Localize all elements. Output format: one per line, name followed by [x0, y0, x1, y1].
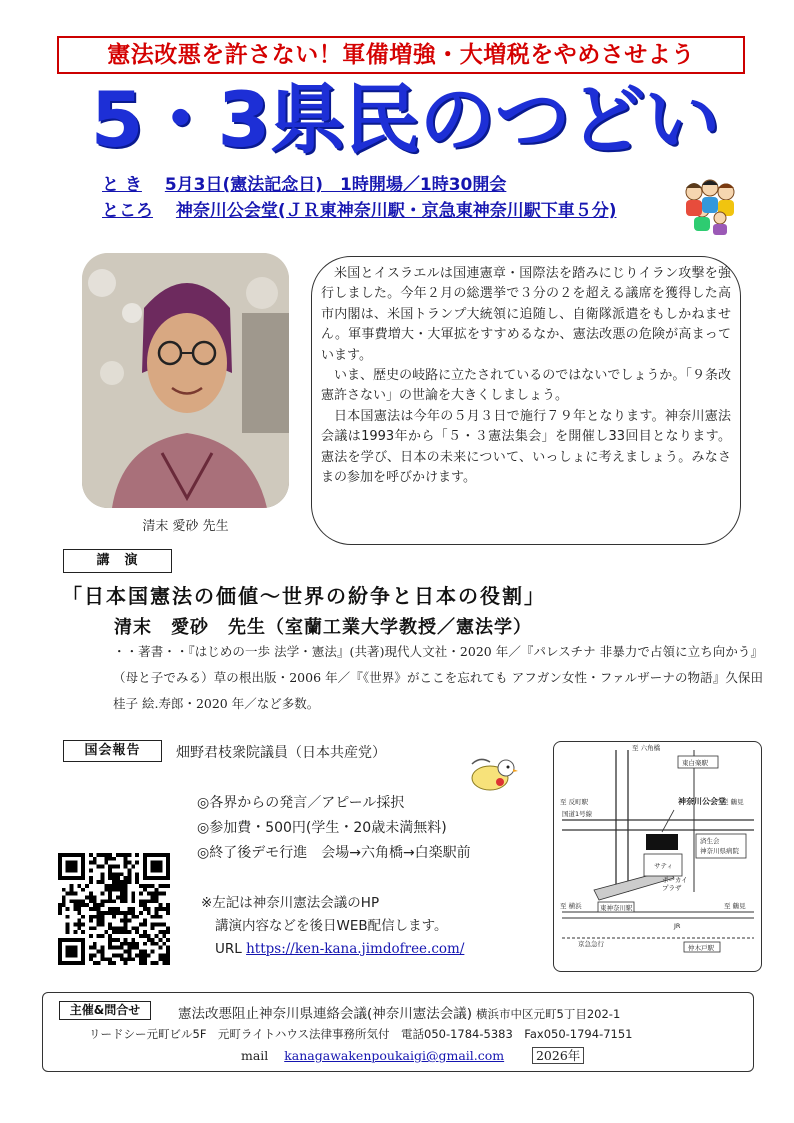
contact-org-line: [178, 1002, 620, 1022]
date-label: と き: [102, 175, 142, 195]
year-badge: 2026年: [532, 1047, 584, 1064]
venue-map: [553, 741, 762, 972]
map-drawing: [554, 742, 761, 971]
report-label: 国会報告: [63, 740, 162, 762]
event-title: 5・3県民のつどい: [90, 75, 720, 164]
organizer-name: 憲法改悪阻止神奈川県連絡会議(神奈川憲法会議): [178, 1006, 473, 1022]
date-value: 5月3日(憲法記念日) 1時開場／1時30開会: [164, 175, 507, 195]
website-note: [201, 892, 464, 961]
organizer-address: 横浜市中区元町5丁目202-1: [476, 1007, 621, 1021]
message-paragraph-2: いま、歴史の岐路に立たされているのではないでしょうか。「９条改憲許さない」の世論を大きくしましょう。: [321, 368, 731, 404]
program-item: ◎各界からの発言／アピール採択: [197, 795, 405, 811]
event-program: [197, 791, 471, 866]
email-link[interactable]: kanagawakenpoukaigi@gmail.com: [284, 1048, 505, 1063]
report-speaker: 畑野君枝衆院議員（日本共産党）: [176, 745, 386, 761]
program-item: ◎参加費・500円(学生・20歳未満無料): [197, 820, 447, 836]
contact-footer: [42, 992, 754, 1072]
map-label: プラザ: [662, 884, 682, 892]
url-label: URL: [215, 941, 242, 957]
map-label: 至 六角橋: [632, 744, 661, 752]
note-line-1: ※左記は神奈川憲法会議のHP: [201, 895, 380, 911]
contact-label: 主催&問合せ: [59, 1001, 151, 1020]
message-text: [321, 264, 731, 488]
map-label: 神奈川公会堂: [678, 797, 726, 806]
map-label: 至 反町駅: [560, 798, 589, 806]
map-label: ポーカイ: [662, 876, 688, 884]
map-label: 神奈川県病院: [700, 847, 739, 855]
slogan-banner: 憲法改悪を許さない！軍備増強・大増税をやめさせよう: [57, 36, 745, 74]
lecture-title: 「日本国憲法の価値～世界の紛争と日本の役割」: [62, 584, 546, 608]
map-label: 至 鶴見: [724, 902, 746, 910]
map-label: 国道1号線: [562, 810, 593, 818]
email-line: [241, 1046, 584, 1064]
message-paragraph-3: 日本国憲法は今年の５月３日で施行７９年となります。神奈川憲法会議は1993年から「５・３憲法集会」を開催し33回目となります。憲法を学び、日本の未来について、いっしょに考えましょう。みなさまの参加を呼びかけます。: [321, 408, 731, 486]
map-label: 京急急行: [578, 940, 604, 948]
lecturer-works: ・・著書・・『はじめの一歩 法学・憲法』(共著)現代人文社・2020 年／『パレスチナ 非暴力で占領に立ち向かう』（母と子でみる）草の根出版・2006 年／『《世界》がここを忘れても アフガン女性・ファルザーナの物語』久保田桂子 絵.寿郎・2020 年／など多数。: [113, 644, 763, 711]
venue-value: 神奈川公会堂(ＪＲ東神奈川駅・京急東神奈川駅下車５分): [175, 201, 617, 221]
mascot-illustration: [466, 754, 518, 794]
qr-code[interactable]: [58, 851, 170, 967]
mail-label: mail: [241, 1048, 269, 1063]
children-illustration: [680, 176, 740, 238]
map-label: JR: [674, 922, 681, 930]
map-label: 至 横浜: [560, 902, 582, 910]
lecturer-name: 清末 愛砂 先生（室蘭工業大学教授／憲法学）: [114, 617, 532, 638]
map-label: 済生会: [700, 837, 720, 845]
event-date: [102, 170, 506, 195]
map-label: サティ: [654, 862, 673, 870]
portrait-image: [82, 253, 289, 508]
message-paragraph-1: 米国とイスラエルは国連憲章・国際法を踏みにじりイラン攻撃を強行しました。今年２月の総選挙で３分の２を超える議席を獲得した高市内閣は、米国トランプ大統領に追随し、自衛隊派遣をもしかねません。軍事費増大・大軍拡をすすめるなか、憲法改悪の危険が高まっています。: [321, 266, 731, 363]
map-label: 至 鶴見: [722, 798, 744, 806]
map-label: 東白楽駅: [682, 759, 708, 767]
lecture-label: 講 演: [63, 549, 172, 573]
organizer-contact: リードシー元町ビル5F 元町ライトハウス法律事務所気付 電話050-1784-5383 Fax050-1794-7151: [89, 1027, 633, 1041]
website-link[interactable]: https://ken-kana.jimdofree.com/: [246, 941, 465, 957]
lecturer-photo: [82, 253, 289, 508]
event-venue: [102, 196, 616, 221]
note-line-2: 講演内容などを後日WEB配信します。: [215, 918, 448, 934]
program-item: ◎終了後デモ行進 会場→六角橋→白楽駅前: [197, 845, 471, 861]
map-label: 仲木戸駅: [688, 944, 714, 952]
venue-label: ところ: [102, 201, 153, 221]
map-label: 東神奈川駅: [600, 904, 633, 912]
photo-caption: 清末 愛砂 先生: [142, 519, 229, 534]
